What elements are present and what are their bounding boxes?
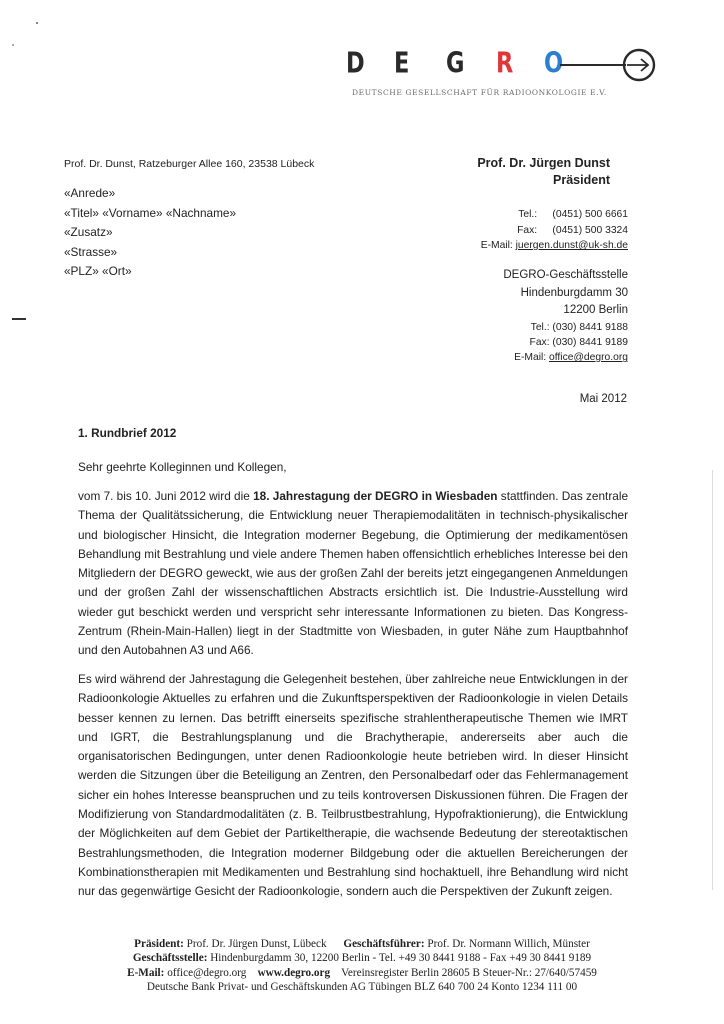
paragraph-1-intro: vom 7. bis 10. Juni 2012 wird die [78, 489, 254, 503]
scan-speck [12, 44, 14, 46]
footer-email-label: E-Mail: [127, 966, 165, 979]
footer-manager: Prof. Dr. Normann Willich, Münster [427, 938, 590, 950]
address-salutation: «Anrede» [64, 186, 116, 200]
footer-line-2 [60, 951, 664, 965]
scan-edge-line [712, 470, 713, 890]
address-street: «Strasse» [64, 244, 118, 259]
office-tel: Tel.: (030) 8441 9188 [530, 321, 628, 333]
footer-line-1 [60, 937, 664, 951]
footer-president-label: Präsident: [134, 938, 184, 950]
footer-line-4: Deutsche Bank Privat- und Geschäftskunden AG Tübingen BLZ 640 700 24 Konto 1234 111 00 [146, 980, 578, 993]
president-role: Präsident [553, 173, 610, 187]
scan-speck [36, 22, 38, 24]
office-city: 12200 Berlin [563, 304, 628, 316]
fold-mark [12, 318, 26, 320]
paragraph-1-rest: stattfinden. Das zentrale Thema der Qualitätssicherung, die Entwicklung neuer Therapiemodalitäten in technisch-physikalischer und biologischer Hinsicht, die Integration moderner Begebung, die Optimierung der medikamentösen Behandlung mit Bestrahlung und viele andere Themen haben offensichtlich erhebliches Interesse bei den Mitgliedern der DEGRO geweckt, wie aus der großen Zahl der bereits jetzt eingegangenen Anmeldungen und der großen Zahl der wissenschaftlichen Abstracts ersichtlich ist. Die Industrie-Ausstellung wird wieder gut beschickt werden und verspricht sehr interessante Informationen zu bieten. Das Kongress-Zentrum (Rhein-Main-Hallen) liegt in der Stadtmitte von Wiesbaden, in guter Nähe zum Hauptbahnhof und den Autobahnen A3 und A66. [78, 489, 629, 658]
body-paragraph-1 [78, 487, 628, 661]
office-name: DEGRO-Geschäftsstelle [503, 269, 628, 281]
paragraph-1-highlight: 18. Jahrestagung der DEGRO in Wiesbaden [253, 489, 498, 503]
footer-register: Vereinsregister Berlin 28605 B Steuer-Nr.: 27/640/57459 [341, 966, 597, 979]
president-contact [481, 207, 628, 254]
president-email [481, 238, 628, 254]
footer-manager-label: Geschäftsführer: [343, 938, 425, 950]
footer-email[interactable]: office@degro.org [167, 966, 247, 979]
office-email [503, 350, 628, 365]
office-email-label: E-Mail: [514, 352, 547, 364]
logo-letter: R [496, 45, 514, 80]
degro-logo [346, 42, 666, 102]
logo-letter: D [346, 45, 365, 80]
logo-letter: G [446, 45, 465, 80]
footer-line-3 [60, 966, 664, 980]
email-label: E-Mail: [480, 240, 513, 251]
president-email-link[interactable]: juergen.dunst@uk-sh.de [515, 240, 628, 251]
president-fax [481, 223, 628, 239]
letter-greeting: Sehr geehrte Kolleginnen und Kollegen, [78, 460, 287, 474]
logo-letter: E [394, 45, 410, 80]
recipient-address [64, 184, 236, 282]
body-paragraph-2: Es wird während der Jahrestagung die Gelegenheit bestehen, über zahlreiche neue Entwicklungen in der Radioonkologie Aktuelles zu erfahren und die Zukunftsperspektiven der Radioonkologie in vielen Details besser kennen zu lernen. Das betrifft einerseits spezifische strahlentherapeutische Themen wie IMRT und IGRT, die Bestrahlungsplanung und die Brachytherapie, andererseits aber auch die organisatorischen Bedingungen, unter denen Radioonkologie heute betrieben wird. In dieser Hinsicht werden die Sitzungen über die Beteiligung an Zentren, den Personalbedarf oder das Fehlermanagement sicher ein hohes Interesse beanspruchen und zu teils kontroversen Diskussionen führen. Die Fragen der Modifizierung von Standardmodalitäten (z. B. Teilbrustbestrahlung, Hypofraktionierung), die Entwicklung der Möglichkeiten auf dem Gebiet der Partikeltherapie, die wachsende Bedeutung der stereotaktischen Bestrahlungsmethoden, die Integration moderner Bildgebung oder die aktuellen Bereicherungen der Kombinationstherapien mit Medikamenten und Bestrahlung sind hochaktuell, ihre Behandlung wird nicht nur das gegenwärtige Gesicht der Radioonkologie, sondern auch die Perspektiven der Zukunft zeigen. [78, 672, 628, 899]
president-tel [481, 207, 628, 223]
letter-footer [60, 937, 664, 994]
logo-letter: O [544, 45, 564, 80]
footer-president: Prof. Dr. Jürgen Dunst, Lübeck [186, 938, 327, 950]
office-street: Hindenburgdamm 30 [520, 286, 628, 299]
fax-label: Fax: [517, 224, 538, 236]
office-email-link[interactable]: office@degro.org [549, 352, 628, 364]
footer-web[interactable]: www.degro.org [257, 966, 331, 979]
arrow-circle-icon [542, 44, 660, 86]
footer-office-label: Geschäftsstelle: [132, 952, 208, 965]
address-name: «Titel» «Vorname» «Nachname» [64, 205, 237, 220]
logo-subtitle: DEUTSCHE GESELLSCHAFT FÜR RADIOONKOLOGIE E.V. [352, 88, 607, 97]
sender-line: Prof. Dr. Dunst, Ratzeburger Allee 160, 23538 Lübeck [64, 158, 315, 170]
president-name: Prof. Dr. Jürgen Dunst [477, 156, 610, 170]
address-city: «PLZ» «Ort» [64, 264, 132, 278]
office-block [503, 267, 628, 365]
letter-subject: 1. Rundbrief 2012 [78, 426, 177, 440]
office-fax: Fax: (030) 8441 9189 [529, 336, 628, 348]
fax-value: (0451) 500 3324 [552, 224, 628, 236]
tel-value: (0451) 500 6661 [552, 209, 628, 220]
footer-office: Hindenburgdamm 30, 12200 Berlin - Tel. +49 30 8441 9188 - Fax +49 30 8441 9189 [210, 952, 592, 965]
letter-date: Mai 2012 [579, 393, 627, 405]
address-addition: «Zusatz» [64, 225, 113, 239]
president-block [477, 155, 610, 189]
tel-label: Tel.: [518, 209, 538, 220]
